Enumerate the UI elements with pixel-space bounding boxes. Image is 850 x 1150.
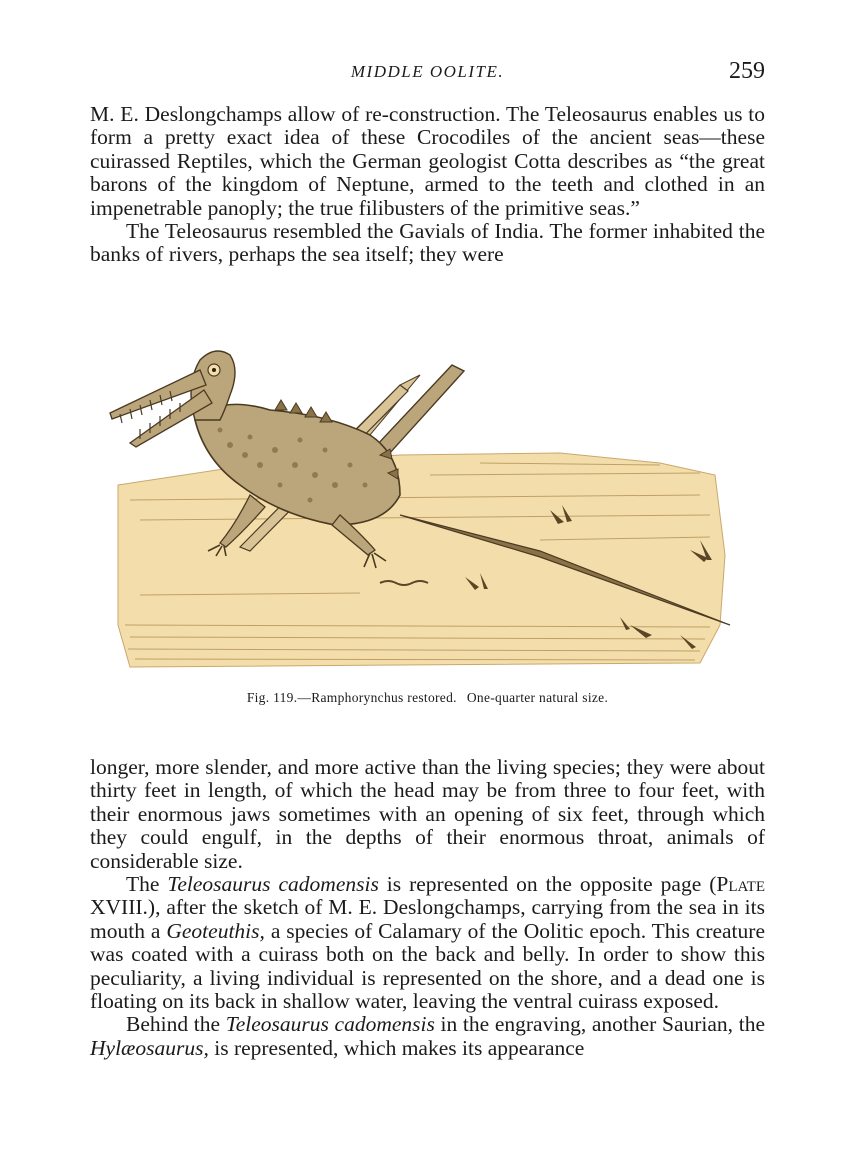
running-title: MIDDLE OOLITE. [350, 62, 505, 81]
last-text-2: in the engraving, another Saurian, the [434, 1012, 765, 1037]
page-number: 259 [729, 58, 765, 84]
last-text-3: is represented, which makes its appearance [208, 1035, 585, 1060]
paragraph-gavials: The Teleosaurus resembled the Gavials of India. The former inhabited the banks of rivers, perhaps the sea itself; they were [90, 219, 765, 267]
paragraph-species-description: longer, more slender, and more active than the living species; they were about thirty feet in length, of which the head may be from three to four feet, with their enormous jaws sometimes with an opening of six feet, through which they could engulf, in the depths of their enormous throat, animals of considerable size. [90, 755, 765, 873]
paragraph-hylaeosaurus [90, 1013, 765, 1060]
last-text-1: Behind the [126, 1012, 226, 1037]
text-block-top [90, 103, 765, 267]
figure-caption-label: Fig. 119.—Ramphorynchus restored. [246, 690, 457, 705]
plate-text-3: ), after the sketch of M. E. Deslongchamps, carrying from the sea in its mouth a [90, 895, 765, 943]
plate-reference: Plate XVIII. [90, 872, 765, 920]
hylaeosaurus-italic: Hylæosaurus, [90, 1035, 209, 1060]
paragraph-plate-reference [90, 873, 765, 1013]
running-head [90, 58, 765, 88]
plate-text-1: The [126, 872, 168, 897]
figure-caption-scale: One-quarter natural size. [466, 690, 609, 705]
ramphorynchus-engraving [100, 325, 740, 675]
species-name-italic-2: Teleosaurus cadomensis [225, 1012, 435, 1037]
geoteuthis-italic: Geoteuthis, [166, 918, 265, 943]
text-block-bottom [90, 756, 765, 1060]
figure-caption [90, 690, 765, 706]
plate-text-4: a species of Calamary of the Oolitic epoch. This creature was coated with a cuirass both on the back and belly. In order to show this peculiarity, a living individual is represented on the shore, and a dead one is floating on its back in shallow water, leaving the ventral cuirass exposed. [90, 918, 765, 1014]
figure-ramphorynchus [100, 325, 740, 675]
paragraph-continuation: M. E. Deslongchamps allow of re-construction. The Teleosaurus enables us to form a pretty exact idea of these Crocodiles of the ancient seas—these cuirassed Reptiles, which the German geologist Cotta describes as “the great barons of the kingdom of Neptune, armed to the teeth and clothed in an impenetrable panoply; the true filibusters of the primitive seas.” [90, 102, 765, 220]
plate-text-2: is represented on the opposite page ( [378, 872, 717, 897]
species-name-italic: Teleosaurus cadomensis [167, 872, 379, 897]
